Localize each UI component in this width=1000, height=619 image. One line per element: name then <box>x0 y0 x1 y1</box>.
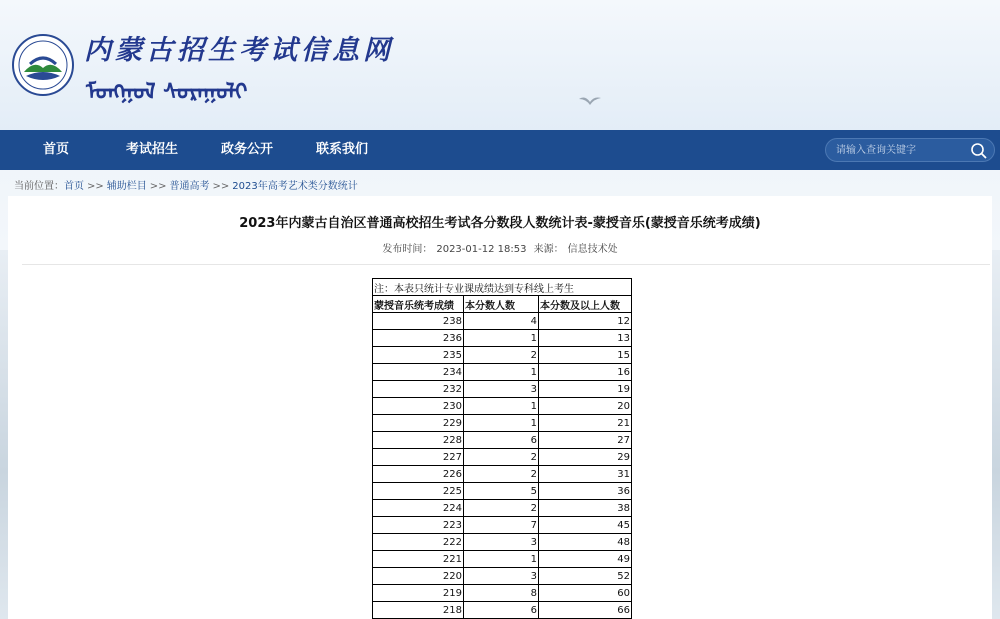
score-cell: 235 <box>373 347 464 364</box>
nav-item-exam-admission[interactable]: 考试招生 <box>126 142 179 157</box>
score-cell: 219 <box>373 585 464 602</box>
site-title[interactable]: 内蒙古招生考试信息网 <box>84 35 394 66</box>
column-header-count: 本分数人数 <box>464 296 539 313</box>
table-row <box>373 415 632 432</box>
table-row <box>373 432 632 449</box>
site-header <box>0 0 1000 130</box>
count-cell: 8 <box>464 585 539 602</box>
cumulative-cell: 52 <box>539 568 632 585</box>
table-row <box>373 483 632 500</box>
table-row <box>373 398 632 415</box>
cumulative-cell: 12 <box>539 313 632 330</box>
score-cell: 220 <box>373 568 464 585</box>
seagull-icon <box>578 93 602 109</box>
table-header-row <box>373 296 632 313</box>
cumulative-cell: 38 <box>539 500 632 517</box>
breadcrumb-separator: >> <box>87 181 104 192</box>
search-box <box>825 138 995 162</box>
emblem-logo-icon[interactable] <box>12 34 74 96</box>
cumulative-cell: 27 <box>539 432 632 449</box>
source-value: 信息技术处 <box>567 244 618 255</box>
article-content <box>8 196 992 619</box>
source-label: 来源： <box>533 244 564 255</box>
table-row <box>373 381 632 398</box>
divider <box>22 264 990 265</box>
score-cell: 232 <box>373 381 464 398</box>
publish-time: 2023-01-12 18:53 <box>436 244 527 255</box>
count-cell: 1 <box>464 415 539 432</box>
cumulative-cell: 36 <box>539 483 632 500</box>
score-cell: 225 <box>373 483 464 500</box>
nav-item-government-affairs[interactable]: 政务公开 <box>221 142 274 157</box>
count-cell: 2 <box>464 466 539 483</box>
score-cell: 230 <box>373 398 464 415</box>
score-table <box>372 278 632 619</box>
table-row <box>373 551 632 568</box>
cumulative-cell: 66 <box>539 602 632 619</box>
count-cell: 3 <box>464 534 539 551</box>
score-cell: 238 <box>373 313 464 330</box>
breadcrumb-home[interactable]: 首页 <box>64 181 84 192</box>
score-cell: 218 <box>373 602 464 619</box>
cumulative-cell: 16 <box>539 364 632 381</box>
score-cell: 236 <box>373 330 464 347</box>
count-cell: 7 <box>464 517 539 534</box>
score-cell: 228 <box>373 432 464 449</box>
column-header-score: 蒙授音乐统考成绩 <box>373 296 464 313</box>
publish-label: 发布时间： <box>382 244 433 255</box>
count-cell: 4 <box>464 313 539 330</box>
score-cell: 226 <box>373 466 464 483</box>
breadcrumb-separator: >> <box>212 181 230 192</box>
table-row <box>373 517 632 534</box>
count-cell: 2 <box>464 449 539 466</box>
score-cell: 221 <box>373 551 464 568</box>
cumulative-cell: 60 <box>539 585 632 602</box>
count-cell: 1 <box>464 551 539 568</box>
table-row <box>373 449 632 466</box>
count-cell: 1 <box>464 398 539 415</box>
cumulative-cell: 21 <box>539 415 632 432</box>
score-cell: 223 <box>373 517 464 534</box>
right-decoration <box>992 250 1000 619</box>
search-icon[interactable] <box>970 142 988 160</box>
breadcrumb-current[interactable]: 2023年高考艺术类分数统计 <box>232 181 358 192</box>
cumulative-cell: 31 <box>539 466 632 483</box>
breadcrumb-separator: >> <box>149 181 167 192</box>
breadcrumb <box>14 177 358 192</box>
table-row <box>373 602 632 619</box>
table-note-row <box>373 279 632 296</box>
table-row <box>373 500 632 517</box>
table-row <box>373 585 632 602</box>
article-meta <box>8 240 992 255</box>
table-note: 注：本表只统计专业课成绩达到专科线上考生 <box>373 279 632 296</box>
count-cell: 5 <box>464 483 539 500</box>
cumulative-cell: 13 <box>539 330 632 347</box>
site-subtitle-mongolian: ᠮᠣᠩᠭᠣᠯ ᠰᠤᠷᠠᠭᠤᠯᠢ <box>86 79 248 105</box>
table-row <box>373 568 632 585</box>
count-cell: 1 <box>464 330 539 347</box>
count-cell: 3 <box>464 381 539 398</box>
table-row <box>373 347 632 364</box>
table-row <box>373 534 632 551</box>
nav-item-home[interactable]: 首页 <box>43 142 70 157</box>
cumulative-cell: 45 <box>539 517 632 534</box>
cumulative-cell: 15 <box>539 347 632 364</box>
breadcrumb-gaokao[interactable]: 普通高考 <box>169 181 210 192</box>
column-header-cumulative: 本分数及以上人数 <box>539 296 632 313</box>
count-cell: 1 <box>464 364 539 381</box>
cumulative-cell: 20 <box>539 398 632 415</box>
score-cell: 234 <box>373 364 464 381</box>
table-row <box>373 330 632 347</box>
count-cell: 6 <box>464 432 539 449</box>
breadcrumb-prefix: 当前位置： <box>14 181 64 192</box>
search-input[interactable] <box>836 139 966 161</box>
article-title: 2023年内蒙古自治区普通高校招生考试各分数段人数统计表-蒙授音乐(蒙授音乐统考成绩) <box>239 216 761 231</box>
score-cell: 227 <box>373 449 464 466</box>
count-cell: 3 <box>464 568 539 585</box>
cumulative-cell: 29 <box>539 449 632 466</box>
score-cell: 222 <box>373 534 464 551</box>
score-cell: 229 <box>373 415 464 432</box>
cumulative-cell: 19 <box>539 381 632 398</box>
cumulative-cell: 48 <box>539 534 632 551</box>
table-row <box>373 466 632 483</box>
breadcrumb-aux-column[interactable]: 辅助栏目 <box>106 181 147 192</box>
table-row <box>373 313 632 330</box>
table-row <box>373 364 632 381</box>
main-nav <box>0 130 1000 170</box>
count-cell: 2 <box>464 500 539 517</box>
left-decoration <box>0 250 8 619</box>
count-cell: 6 <box>464 602 539 619</box>
cumulative-cell: 49 <box>539 551 632 568</box>
count-cell: 2 <box>464 347 539 364</box>
nav-item-contact-us[interactable]: 联系我们 <box>316 142 369 157</box>
score-cell: 224 <box>373 500 464 517</box>
